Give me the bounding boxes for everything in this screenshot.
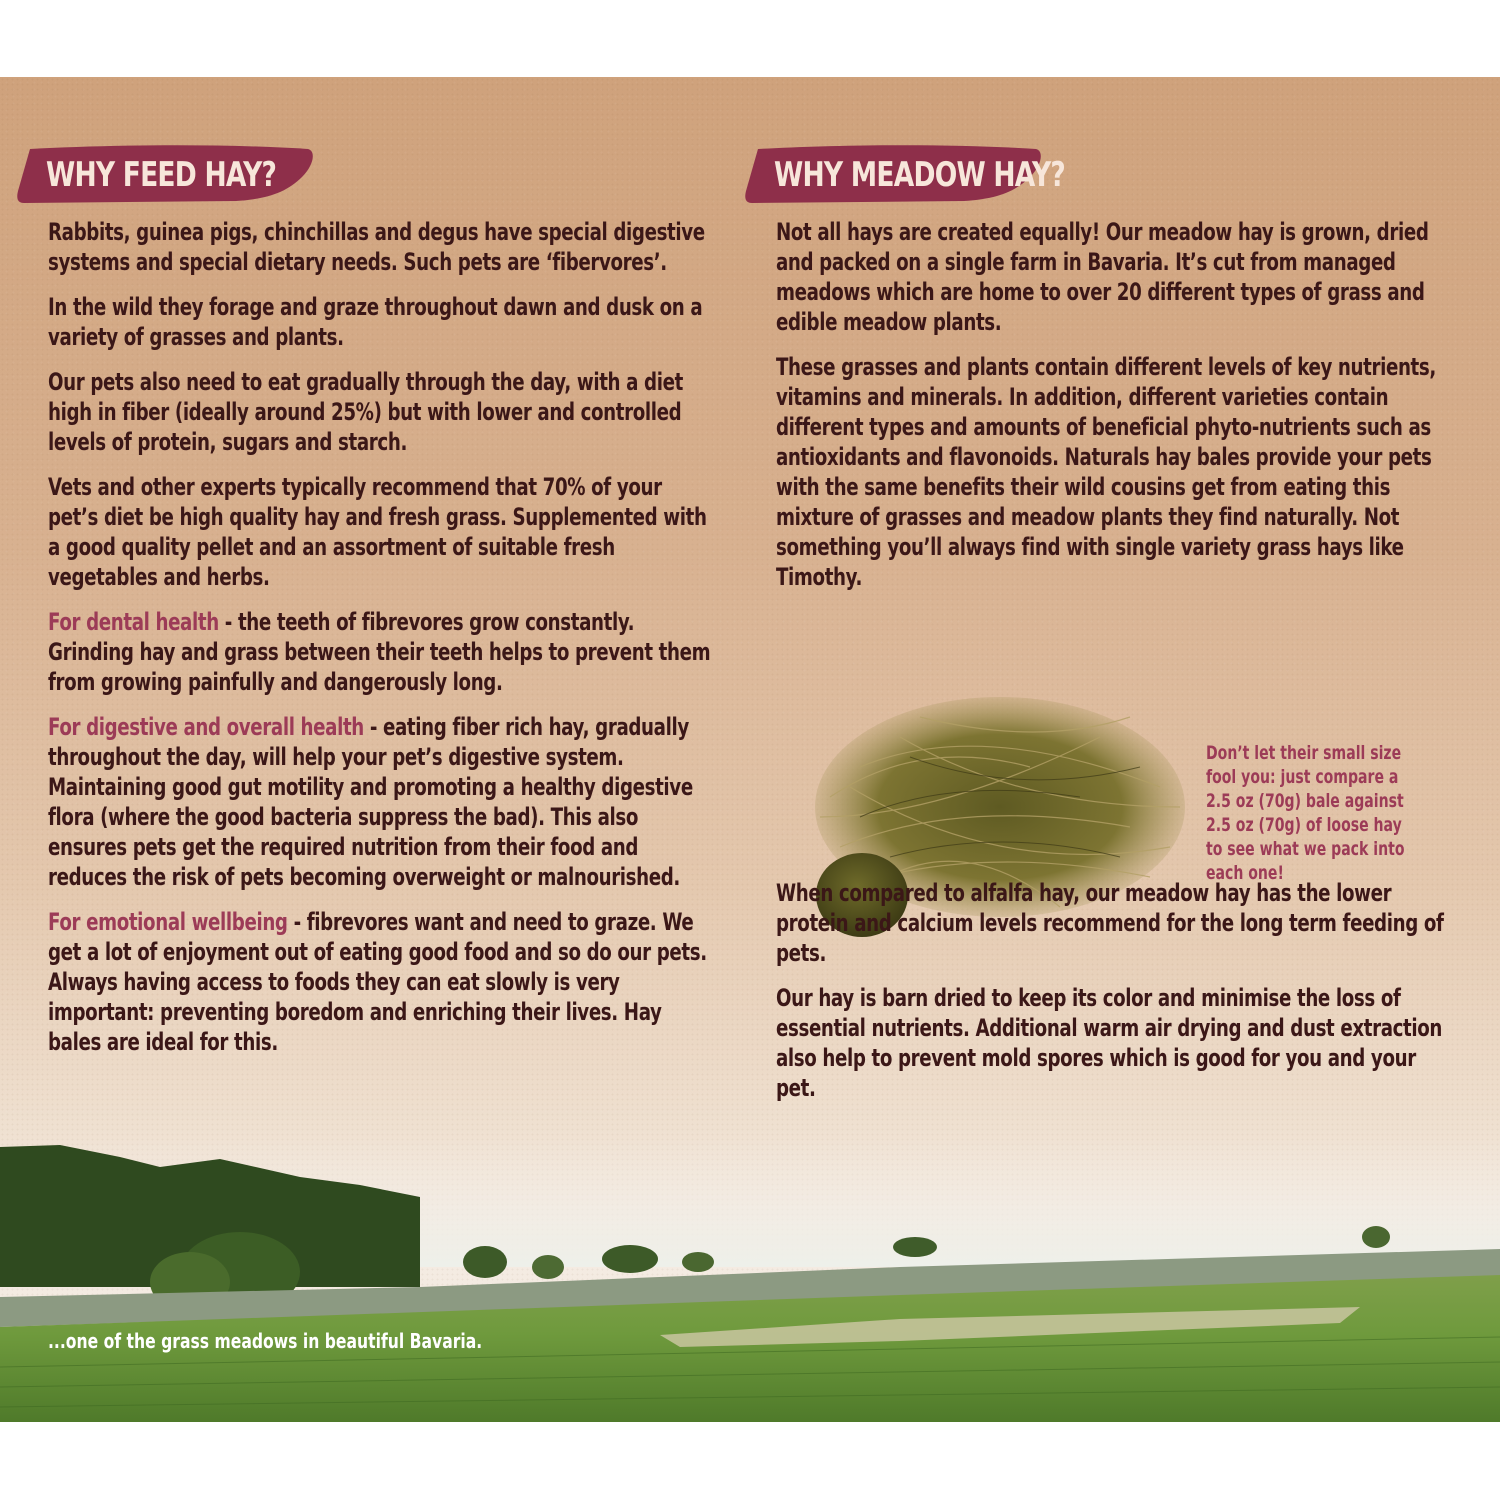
- digestive-health-text: - eating fiber rich hay, gradually throughout the day, will help your pet’s digestive system. Maintaining good gut motility and promoting a healthy digestive flora (where the good bacteria suppress the bad). This also ensures pets get the required nutrition from their food and reduces the risk of pets becoming overweight or malnourished.: [48, 713, 693, 891]
- left-paragraph-3: Our pets also need to eat gradually through the day, with a diet high in fiber (ideally around 25%) but with lower and controlled levels of protein, sugars and starch.: [48, 368, 683, 456]
- digestive-health-paragraph: [48, 712, 717, 892]
- left-heading-banner: [16, 143, 316, 203]
- meadow-caption: ...one of the grass meadows in beautiful Bavaria.: [48, 1329, 483, 1353]
- right-paragraph-3: When compared to alfalfa hay, our meadow hay has the lower protein and calcium levels recommend for the long term feeding of pets.: [776, 879, 1444, 967]
- emotional-wellbeing-text: - fibrevores want and need to graze. We get a lot of enjoyment out of eating good food and so do our pets. Always having access to foods they can eat slowly is very important: preventing boredom and enriching their lives. Hay bales are ideal for this.: [48, 908, 707, 1056]
- caption-line: each one!: [1206, 862, 1284, 884]
- meadow-landscape-photo: [0, 1137, 1500, 1422]
- emotional-wellbeing-paragraph: [48, 907, 717, 1057]
- left-heading: WHY FEED HAY?: [46, 155, 277, 195]
- brochure-page: [0, 77, 1500, 1422]
- right-paragraph-2: These grasses and plants contain different levels of key nutrients, vitamins and minerals. In addition, different varieties contain different types and amounts of beneficial phyto-nutrients such as antioxidants and flavonoids. Naturals hay bales provide your pets with the same benefits their wild cousins get from eating this mixture of grasses and meadow plants they find naturally. Not something you’ll always find with single variety grass hays like Timothy.: [776, 353, 1436, 591]
- hay-comparison-caption: [1206, 741, 1500, 885]
- caption-line: fool you: just compare a: [1206, 766, 1399, 788]
- left-column: [48, 217, 728, 1072]
- dental-health-label: For dental health: [48, 608, 219, 636]
- caption-line: to see what we pack into: [1206, 838, 1405, 860]
- right-paragraph-4: Our hay is barn dried to keep its color and minimise the loss of essential nutrients. Additional warm air drying and dust extraction also help to prevent mold spores which is good for you and your pet.: [776, 984, 1443, 1102]
- right-paragraph-1: Not all hays are created equally! Our meadow hay is grown, dried and packed on a single farm in Bavaria. It’s cut from managed meadows which are home to over 20 different types of grass and edible meadow plants.: [776, 218, 1429, 336]
- right-heading-banner: [744, 143, 1066, 203]
- dental-health-paragraph: [48, 607, 717, 697]
- right-heading: WHY MEADOW HAY?: [774, 155, 1066, 195]
- caption-line: 2.5 oz (70g) of loose hay: [1206, 814, 1402, 836]
- caption-line: Don’t let their small size: [1206, 742, 1402, 764]
- left-paragraph-4: Vets and other experts typically recommend that 70% of your pet’s diet be high quality hay and fresh grass. Supplemented with a good quality pellet and an assortment of suitable fresh vegetables and herbs.: [48, 473, 707, 591]
- digestive-health-label: For digestive and overall health: [48, 713, 364, 741]
- right-column-bottom: [776, 878, 1466, 1118]
- dental-health-text: - the teeth of fibrevores grow constantly. Grinding hay and grass between their teeth helps to prevent them from growing painfully and dangerously long.: [48, 608, 711, 696]
- right-column-top: [776, 217, 1456, 607]
- left-paragraph-1: Rabbits, guinea pigs, chinchillas and degus have special digestive systems and special dietary needs. Such pets are ‘fibervores’.: [48, 218, 705, 276]
- emotional-wellbeing-label: For emotional wellbeing: [48, 908, 288, 936]
- left-paragraph-2: In the wild they forage and graze throughout dawn and dusk on a variety of grasses and plants.: [48, 293, 703, 351]
- caption-line: 2.5 oz (70g) bale against: [1206, 790, 1404, 812]
